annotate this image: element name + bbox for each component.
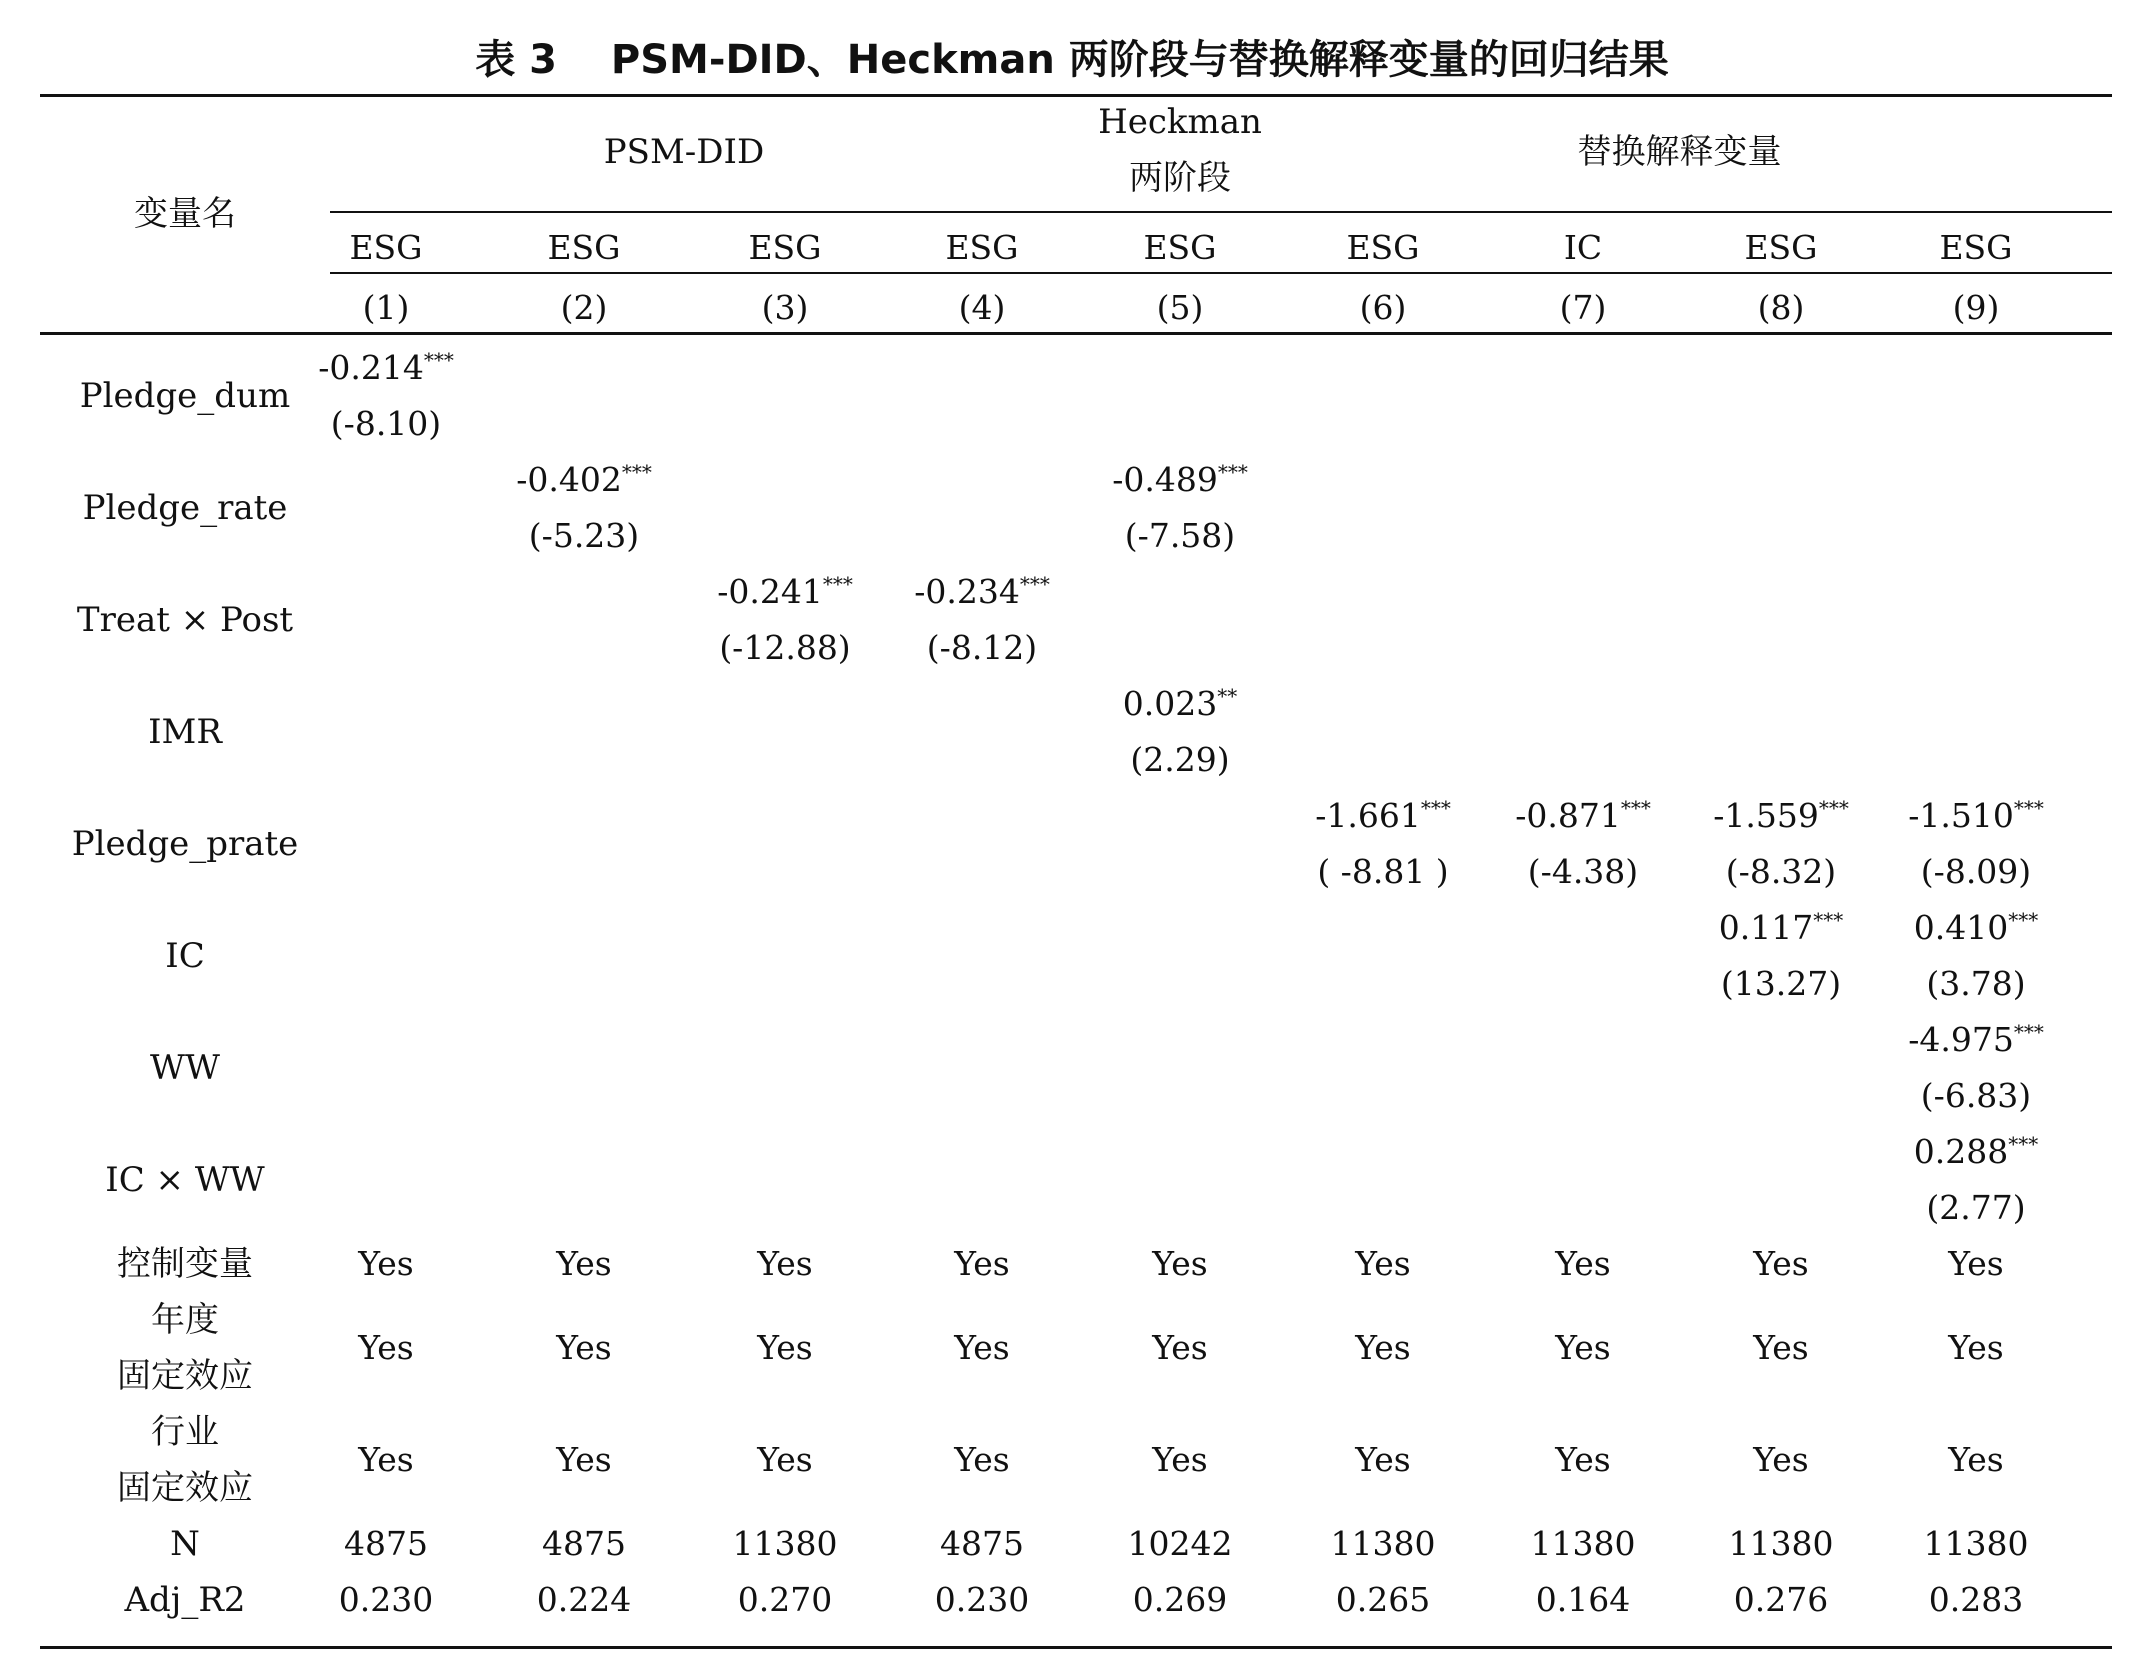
coefficient: 0.410*** bbox=[1913, 908, 2039, 947]
control-row-value: 0.265 bbox=[1335, 1580, 1431, 1619]
control-row-value: 0.270 bbox=[737, 1580, 833, 1619]
significance-stars: *** bbox=[2008, 908, 2039, 932]
significance-stars: *** bbox=[621, 460, 652, 484]
significance-stars: *** bbox=[1813, 908, 1844, 932]
control-row-value: Yes bbox=[1753, 1328, 1809, 1367]
control-row-label: 行业 固定效应 bbox=[117, 1412, 253, 1508]
control-row-value: 4875 bbox=[344, 1524, 428, 1563]
variable-label: Pledge_rate bbox=[82, 488, 288, 528]
t-statistic: ( -8.81 ) bbox=[1317, 852, 1449, 891]
dependent-variable-label: ESG bbox=[1346, 228, 1420, 267]
variable-label: IC × WW bbox=[105, 1160, 265, 1200]
control-row-value: Yes bbox=[358, 1328, 414, 1367]
column-group-header: PSM-DID bbox=[603, 132, 765, 172]
control-row-value: Yes bbox=[757, 1328, 813, 1367]
variable-label: Pledge_prate bbox=[71, 824, 299, 864]
column-number: (4) bbox=[958, 288, 1006, 327]
control-row-value: 11380 bbox=[1923, 1524, 2029, 1563]
variable-label: IMR bbox=[148, 712, 222, 752]
dependent-variable-label: ESG bbox=[945, 228, 1019, 267]
control-row-value: 11380 bbox=[1530, 1524, 1636, 1563]
t-statistic: (-6.83) bbox=[1920, 1076, 2032, 1115]
dependent-variable-label: ESG bbox=[1939, 228, 2013, 267]
control-row-value: Yes bbox=[1948, 1440, 2004, 1479]
control-row-value: Yes bbox=[556, 1244, 612, 1283]
t-statistic: (3.78) bbox=[1926, 964, 2026, 1003]
control-row-value: Yes bbox=[556, 1440, 612, 1479]
t-statistic: (-8.09) bbox=[1920, 852, 2032, 891]
dependent-variable-label: IC bbox=[1563, 228, 1603, 267]
regression-table bbox=[40, 94, 2112, 1652]
control-row-label: 控制变量 bbox=[117, 1244, 253, 1284]
control-row-value: Yes bbox=[1555, 1328, 1611, 1367]
significance-stars: *** bbox=[2013, 796, 2044, 820]
coefficient: -0.214*** bbox=[318, 348, 454, 387]
t-statistic: (-8.32) bbox=[1725, 852, 1837, 891]
t-statistic: (-8.12) bbox=[926, 628, 1038, 667]
control-row-value: 0.269 bbox=[1132, 1580, 1228, 1619]
control-row-value: Yes bbox=[556, 1328, 612, 1367]
dependent-variable-label: ESG bbox=[1143, 228, 1217, 267]
control-row-value: 0.224 bbox=[536, 1580, 632, 1619]
top-rule bbox=[40, 94, 2112, 97]
control-row-value: 0.230 bbox=[934, 1580, 1030, 1619]
control-row-value: Yes bbox=[1152, 1328, 1208, 1367]
column-number: (5) bbox=[1156, 288, 1204, 327]
control-row-value: 0.283 bbox=[1928, 1580, 2024, 1619]
significance-stars: *** bbox=[1818, 796, 1849, 820]
column-number: (8) bbox=[1757, 288, 1805, 327]
control-row-value: Yes bbox=[1355, 1244, 1411, 1283]
group-rule bbox=[330, 211, 2112, 213]
column-number: (3) bbox=[761, 288, 809, 327]
significance-stars: *** bbox=[1620, 796, 1651, 820]
coefficient: -1.510*** bbox=[1908, 796, 2044, 835]
t-statistic: (-7.58) bbox=[1124, 516, 1236, 555]
control-row-value: Yes bbox=[954, 1328, 1010, 1367]
control-row-label: 年度 固定效应 bbox=[117, 1300, 253, 1396]
column-number: (9) bbox=[1952, 288, 2000, 327]
significance-stars: *** bbox=[1420, 796, 1451, 820]
dependent-variable-label: ESG bbox=[349, 228, 423, 267]
control-row-value: 4875 bbox=[542, 1524, 626, 1563]
control-row-value: Yes bbox=[757, 1244, 813, 1283]
coefficient: 0.288*** bbox=[1913, 1132, 2039, 1171]
coefficient: 0.023** bbox=[1122, 684, 1238, 723]
coefficient: 0.117*** bbox=[1718, 908, 1844, 947]
column-group-header: Heckman 两阶段 bbox=[1098, 102, 1262, 198]
control-row-value: 0.164 bbox=[1535, 1580, 1631, 1619]
column-group-header: 替换解释变量 bbox=[1577, 132, 1782, 172]
t-statistic: (13.27) bbox=[1720, 964, 1842, 1003]
control-row-value: 11380 bbox=[732, 1524, 838, 1563]
significance-stars: *** bbox=[1019, 572, 1050, 596]
control-row-value: Yes bbox=[1948, 1244, 2004, 1283]
control-row-label: Adj_R2 bbox=[124, 1580, 246, 1620]
coefficient: -0.489*** bbox=[1112, 460, 1248, 499]
coefficient: -1.661*** bbox=[1315, 796, 1451, 835]
column-number: (2) bbox=[560, 288, 608, 327]
t-statistic: (-12.88) bbox=[719, 628, 851, 667]
dependent-variable-label: ESG bbox=[547, 228, 621, 267]
control-row-value: 10242 bbox=[1127, 1524, 1233, 1563]
control-row-value: 0.276 bbox=[1733, 1580, 1829, 1619]
variable-label: Pledge_dum bbox=[79, 376, 291, 416]
variable-label: IC bbox=[165, 936, 205, 976]
control-row-value: Yes bbox=[954, 1440, 1010, 1479]
significance-stars: *** bbox=[822, 572, 853, 596]
control-row-value: Yes bbox=[1948, 1328, 2004, 1367]
significance-stars: *** bbox=[423, 348, 454, 372]
control-row-value: Yes bbox=[1152, 1440, 1208, 1479]
coefficient: -0.241*** bbox=[717, 572, 853, 611]
variable-label: WW bbox=[150, 1048, 220, 1088]
control-row-value: Yes bbox=[1355, 1440, 1411, 1479]
control-row-value: 0.230 bbox=[338, 1580, 434, 1619]
column-number: (7) bbox=[1559, 288, 1607, 327]
control-row-label: N bbox=[170, 1524, 200, 1564]
stub-header: 变量名 bbox=[134, 194, 236, 234]
column-number: (1) bbox=[362, 288, 410, 327]
control-row-value: Yes bbox=[358, 1244, 414, 1283]
control-row-value: Yes bbox=[1555, 1244, 1611, 1283]
significance-stars: ** bbox=[1217, 684, 1238, 708]
t-statistic: (-4.38) bbox=[1527, 852, 1639, 891]
coefficient: -0.234*** bbox=[914, 572, 1050, 611]
control-row-value: Yes bbox=[1753, 1244, 1809, 1283]
control-row-value: Yes bbox=[1753, 1440, 1809, 1479]
column-number: (6) bbox=[1359, 288, 1407, 327]
coefficient: -0.402*** bbox=[516, 460, 652, 499]
significance-stars: *** bbox=[2008, 1132, 2039, 1156]
control-row-value: 4875 bbox=[940, 1524, 1024, 1563]
control-row-value: Yes bbox=[1555, 1440, 1611, 1479]
t-statistic: (-5.23) bbox=[528, 516, 640, 555]
significance-stars: *** bbox=[1217, 460, 1248, 484]
t-statistic: (-8.10) bbox=[330, 404, 442, 443]
t-statistic: (2.29) bbox=[1130, 740, 1230, 779]
coefficient: -4.975*** bbox=[1908, 1020, 2044, 1059]
table-title: 表 3 PSM-DID、Heckman 两阶段与替换解释变量的回归结果 bbox=[475, 37, 1669, 83]
coefficient: -1.559*** bbox=[1713, 796, 1849, 835]
t-statistic: (2.77) bbox=[1926, 1188, 2026, 1227]
control-row-value: 11380 bbox=[1330, 1524, 1436, 1563]
control-row-value: Yes bbox=[1152, 1244, 1208, 1283]
significance-stars: *** bbox=[2013, 1020, 2044, 1044]
control-row-value: Yes bbox=[954, 1244, 1010, 1283]
control-row-value: Yes bbox=[358, 1440, 414, 1479]
coefficient: -0.871*** bbox=[1515, 796, 1651, 835]
control-row-value: Yes bbox=[1355, 1328, 1411, 1367]
bottom-rule bbox=[40, 1646, 2112, 1649]
control-row-value: Yes bbox=[757, 1440, 813, 1479]
dependent-variable-label: ESG bbox=[1744, 228, 1818, 267]
dependent-variable-label: ESG bbox=[748, 228, 822, 267]
variable-label: Treat × Post bbox=[76, 600, 294, 640]
control-row-value: 11380 bbox=[1728, 1524, 1834, 1563]
